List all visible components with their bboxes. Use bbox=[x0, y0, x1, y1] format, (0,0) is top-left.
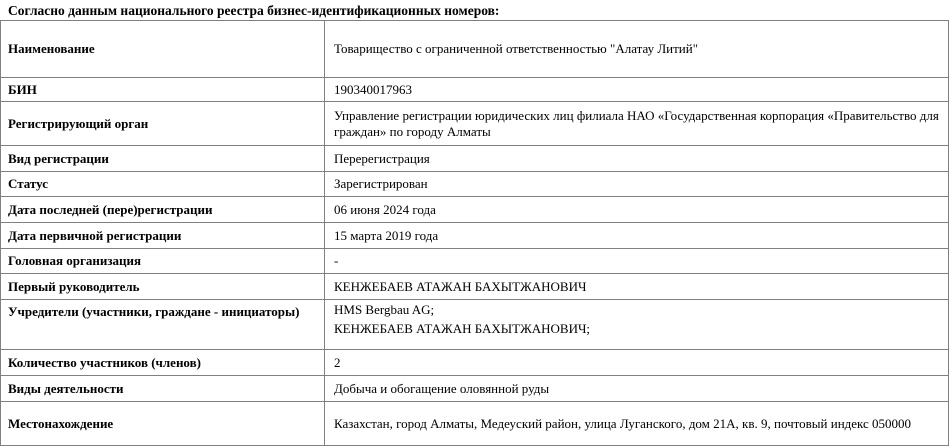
table-row-name bbox=[1, 21, 949, 78]
head-organization-label: Головная организация bbox=[1, 249, 325, 274]
founders-label: Учредители (участники, граждане - инициаторы) bbox=[1, 300, 325, 350]
registering-authority-value: Управление регистрации юридических лиц филиала НАО «Государственная корпорация «Правительство для граждан» по городу Алматы bbox=[325, 102, 949, 146]
founder-item: HMS Bergbau AG; bbox=[334, 302, 435, 317]
table-row-location bbox=[1, 402, 949, 446]
member-count-label: Количество участников (членов) bbox=[1, 350, 325, 376]
registration-type-value: Перерегистрация bbox=[325, 146, 949, 172]
location-value: Казахстан, город Алматы, Медеуский район, улица Луганского, дом 21А, кв. 9, почтовый индекс 050000 bbox=[325, 402, 949, 446]
table-row-first-registration-date bbox=[1, 223, 949, 249]
table-row-registration-type bbox=[1, 146, 949, 172]
table-row-registering-authority bbox=[1, 102, 949, 146]
status-label: Статус bbox=[1, 172, 325, 197]
page-heading: Согласно данным национального реестра бизнес-идентификационных номеров: bbox=[8, 3, 500, 18]
name-label: Наименование bbox=[1, 21, 325, 78]
first-manager-label: Первый руководитель bbox=[1, 274, 325, 300]
first-registration-date-label: Дата первичной регистрации bbox=[1, 223, 325, 249]
table-row-founders bbox=[1, 300, 949, 350]
status-value: Зарегистрирован bbox=[325, 172, 949, 197]
member-count-value: 2 bbox=[325, 350, 949, 376]
founder-item: КЕНЖЕБАЕВ АТАЖАН БАХЫТЖАНОВИЧ; bbox=[334, 321, 591, 336]
table-row-status bbox=[1, 172, 949, 197]
activities-label: Виды деятельности bbox=[1, 376, 325, 402]
activities-value: Добыча и обогащение оловянной руды bbox=[325, 376, 949, 402]
registering-authority-label: Регистрирующий орган bbox=[1, 102, 325, 146]
last-registration-date-label: Дата последней (пере)регистрации bbox=[1, 197, 325, 223]
table-row-member-count bbox=[1, 350, 949, 376]
table-row-last-registration-date bbox=[1, 197, 949, 223]
bin-value: 190340017963 bbox=[325, 78, 949, 102]
table-row-activities bbox=[1, 376, 949, 402]
last-registration-date-value: 06 июня 2024 года bbox=[325, 197, 949, 223]
table-row-first-manager bbox=[1, 274, 949, 300]
first-registration-date-value: 15 марта 2019 года bbox=[325, 223, 949, 249]
location-label: Местонахождение bbox=[1, 402, 325, 446]
bin-label: БИН bbox=[1, 78, 325, 102]
table-row-head-organization bbox=[1, 249, 949, 274]
founders-value bbox=[325, 300, 949, 350]
first-manager-value: КЕНЖЕБАЕВ АТАЖАН БАХЫТЖАНОВИЧ bbox=[325, 274, 949, 300]
name-value: Товарищество с ограниченной ответственностью "Алатау Литий" bbox=[325, 21, 949, 78]
registration-type-label: Вид регистрации bbox=[1, 146, 325, 172]
table-row-bin bbox=[1, 78, 949, 102]
registry-table bbox=[0, 20, 949, 446]
head-organization-value: - bbox=[325, 249, 949, 274]
